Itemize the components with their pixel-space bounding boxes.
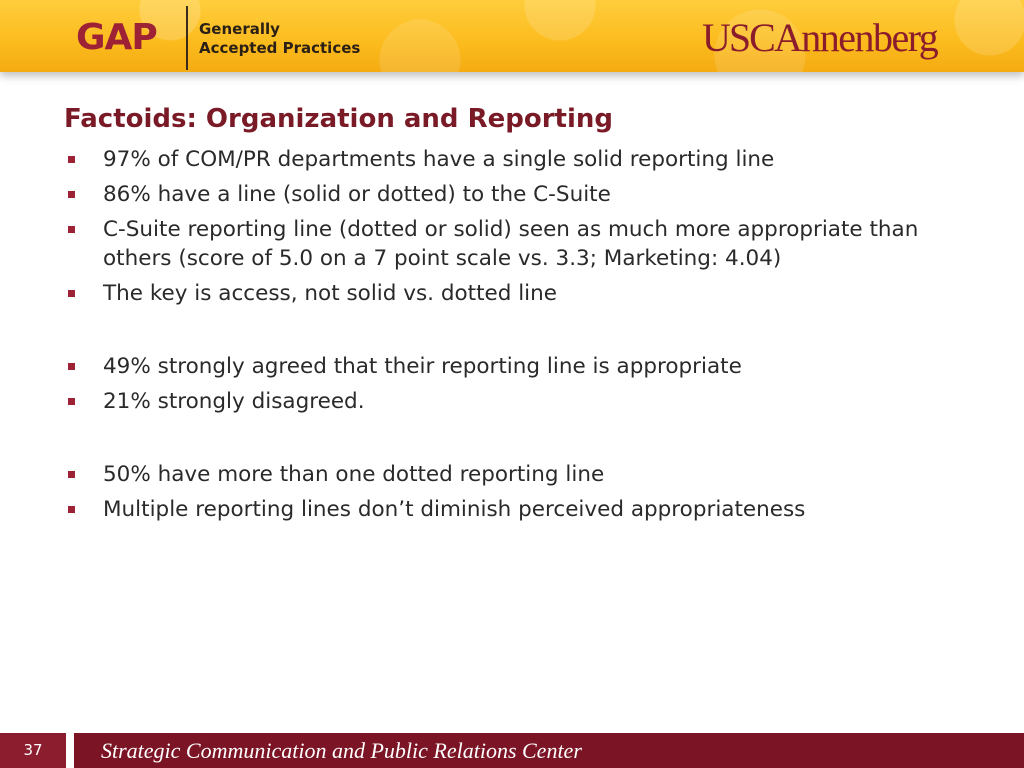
slide-title: Factoids: Organization and Reporting	[64, 104, 614, 134]
logo-divider	[186, 6, 188, 70]
bullet-text: Multiple reporting lines don’t diminish perceived appropriateness	[103, 497, 806, 522]
square-bullet-icon	[68, 191, 75, 198]
square-bullet-icon	[68, 226, 75, 233]
bullet-text: 86% have a line (solid or dotted) to the C-Suite	[103, 182, 611, 207]
bullet-text: 97% of COM/PR departments have a single solid reporting line	[103, 147, 775, 172]
bullet-item	[64, 215, 964, 273]
bullet-text: 50% have more than one dotted reporting line	[103, 462, 605, 487]
bullet-item	[64, 352, 964, 381]
gap-subtitle-line1: Generally	[199, 20, 280, 38]
square-bullet-icon	[68, 363, 75, 370]
gap-logo: GAP	[76, 17, 157, 58]
footer-bar	[0, 733, 1024, 768]
gap-subtitle-line2: Accepted Practices	[199, 39, 361, 57]
square-bullet-icon	[68, 290, 75, 297]
square-bullet-icon	[68, 398, 75, 405]
square-bullet-icon	[68, 156, 75, 163]
bullet-text: C-Suite reporting line (dotted or solid) seen as much more appropriate than others (score of 5.0 on a 7 point scale vs. 3.3; Marketing: 4.04)	[103, 217, 919, 271]
bullet-text: 21% strongly disagreed.	[103, 389, 365, 414]
bullet-item	[64, 145, 964, 174]
square-bullet-icon	[68, 471, 75, 478]
bullet-text: 49% strongly agreed that their reporting line is appropriate	[103, 354, 742, 379]
bullet-item	[64, 495, 964, 524]
header-banner	[0, 0, 1024, 72]
usc-logo-annenberg: Annenberg	[773, 15, 938, 60]
gap-logo-subtitle	[199, 20, 360, 58]
usc-logo-usc: USC	[702, 15, 774, 60]
page-number-box	[0, 733, 74, 768]
usc-annenberg-logo	[702, 16, 937, 60]
bullet-item	[64, 279, 964, 308]
footer-center-name: Strategic Communication and Public Relations Center	[101, 738, 582, 763]
bullet-item	[64, 180, 964, 209]
bullet-item	[64, 387, 964, 416]
bullet-text: The key is access, not solid vs. dotted line	[103, 281, 558, 306]
page-number: 37	[23, 741, 43, 759]
square-bullet-icon	[68, 506, 75, 513]
bullet-item	[64, 460, 964, 489]
bullet-list	[64, 145, 964, 530]
